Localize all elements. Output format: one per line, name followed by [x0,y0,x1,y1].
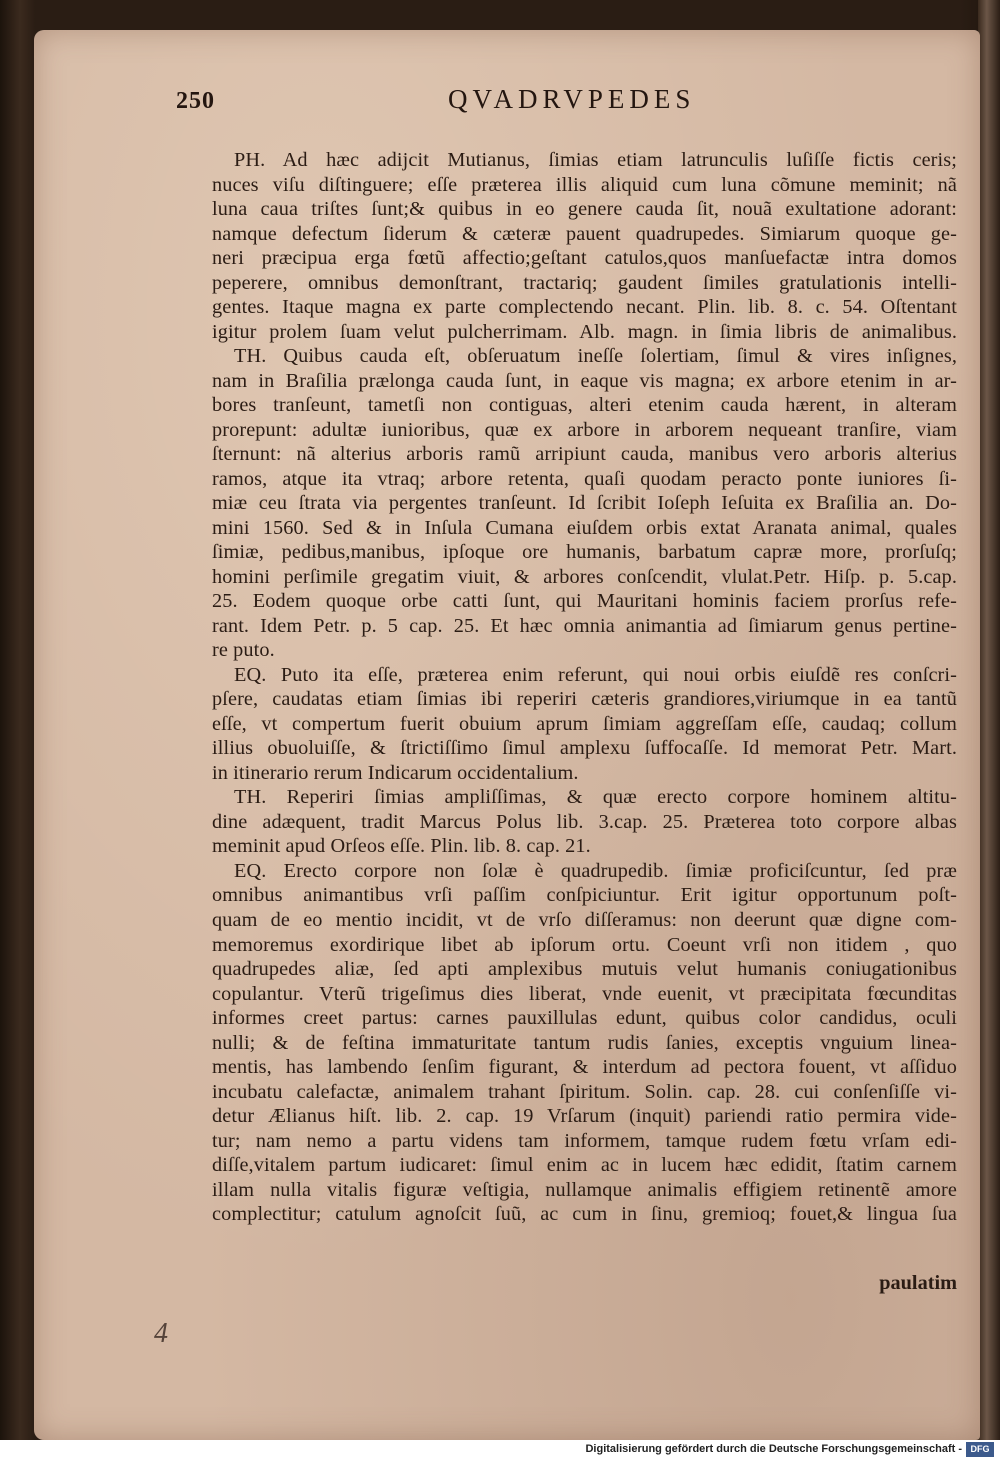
text-line: in itinerario rerum Indicarum occidentalium. [212,761,579,784]
text-line: gentes. Itaque magna ex parte complectendo necant. Plin. lib. 8. c. 54. Oſtentant [212,296,957,319]
digitization-footer [0,1440,1000,1460]
text-line: quadrupedes aliæ, ſed apti amplexibus mutuis velut humanis coniugationibus [212,958,957,981]
text-line: diſſe,vitalem partum iudicaret: ſimul enim ac in lucem hæc edidit, ſtatim carnem [212,1154,957,1177]
page-number: 250 [176,88,215,114]
text-line: quam de eo mentio incidit, vt de vrſo diſſeramus: non deerunt quæ digne com- [212,908,957,931]
text-line: nulli; & de feſtina immaturitate tantum rudis ſanies, exceptis vnguium linea- [212,1031,957,1054]
text-line: EQ. Erecto corpore non ſolæ è quadrupedib. ſimiæ proficiſcuntur, ſed præ [234,859,957,882]
catchword: paulatim [879,1272,957,1294]
text-line: miæ ceu ſtrata via pergentes tranſeunt. Id ſcribit Ioſeph Ieſuita ex Braſilia an. Do- [212,492,957,515]
footer-credit-text: Digitalisierung gefördert durch die Deutsche Forschungsgemeinschaft - [585,1443,962,1455]
text-line: EQ. Puto ita eſſe, præterea enim referunt, qui noui orbis eiuſdẽ res conſcri- [234,663,957,686]
text-line: mentis, has lambendo ſenſim figurant, & interdum ad pectora fouent, vt aſſiduo [212,1056,957,1079]
text-line: ramos, atque ita vtraq; arbore retenta, quaſi quodam peracto ponte iuniores ſi- [212,467,957,490]
text-line: illam nulla vitalis figuræ veſtigia, nullamque animalis effigiem retinentẽ amore [212,1178,957,1201]
text-line: namque defectum ſiderum & cæteræ pauent quadrupedes. Simiarum quoque ge- [212,222,957,245]
text-line: rant. Idem Petr. p. 5 cap. 25. Et hæc omnia animantia ad ſimiarum genus pertine- [212,614,957,637]
text-line: neri præcipua erga fœtũ affectio;geſtant catulos,quos manſuefactæ intra domos [212,247,957,270]
text-line: pſere, caudatas etiam ſimias ibi reperiri cæteris grandiores,viriumque in ea tantũ [212,688,957,711]
text-line: incubatu calefactæ, animalem trahant ſpiritum. Solin. cap. 28. cui conſenſiſſe vi- [212,1080,957,1103]
text-line: tur; nam nemo a partu videns tam informem, tamque rudem fœtu vrſam edi- [212,1129,957,1152]
text-line: peperere, omnibus demonſtrant, tractariq; gaudent ſimiles gratulationis intelli- [212,271,957,294]
text-line: bores tranſeunt, tametſi non contiguas, alteri etenim cauda hærent, in alteram [212,394,957,417]
text-line: mini 1560. Sed & in Inſula Cumana eiuſdem orbis extat Aranata animal, quales [212,516,957,539]
text-line: nuces viſu diſtinguere; eſſe præterea illis aliquid cum luna cõmune meminit; nã [212,173,957,196]
text-line: meminit apud Orſeos eſſe. Plin. lib. 8. cap. 21. [212,835,591,858]
body-text [212,148,957,1227]
text-line: nam in Braſilia prælonga cauda ſunt, in eaque vis magna; ex arbore etenim in ar- [212,369,957,392]
text-line: ſternunt: nã alterius arboris ramũ arripiunt cauda, manibus vero arboris alterius [212,443,957,466]
text-line: informes creet partus: carnes pauxillulas edunt, quibus color candidus, oculi [212,1007,957,1030]
text-line: ſimiæ, pedibus,manibus, ipſoque ore humanis, barbatum capræ more, prorſuſq; [212,541,957,564]
text-line: TH. Reperiri ſimias ampliſſimas, & quæ erecto corpore hominem altitu- [234,786,957,809]
text-line: prorepunt: adultæ iunioribus, quæ ex arbore in arborem nequeant tranſire, viam [212,418,957,441]
text-line: re puto. [212,639,275,662]
page-header [176,82,956,132]
text-line: igitur prolem ſuam velut pulcherrimam. Alb. magn. in ſimia libris de animalibus. [212,320,957,343]
text-line: 25. Eodem quoque orbe catti ſunt, qui Mauritani hominis faciem prorſus refe- [212,590,957,613]
text-line: memoremus exordirique libet ab ipſorum ortu. Coeunt vrſi non itidem , quo [212,933,957,956]
text-line: TH. Quibus cauda eſt, obſeruatum ineſſe ſolertiam, ſimul & vires inſignes, [234,345,957,368]
text-line: PH. Ad hæc adijcit Mutianus, ſimias etiam latrunculis luſiſſe fictis ceris; [234,149,957,171]
text-line: complectitur; catulum agnoſcit ſuũ, ac cum in ſinu, gremioq; fouet,& lingua ſua [212,1203,957,1226]
text-line: illius obuoluiſſe, & ſtrictiſſimo ſimul amplexu ſuffocaſſe. Id memorat Petr. Mart. [212,737,957,760]
book-gutter [978,0,1000,1440]
text-line: luna caua triſtes ſunt;& quibus in eo genere cauda ſit, nouã exultatione adorant: [212,198,957,221]
text-line: dine adæquent, tradit Marcus Polus lib. 3.cap. 25. Præterea toto corpore albas [212,810,957,833]
margin-mark: 4 [154,1318,168,1349]
text-line: copulantur. Vterũ trigeſimus dies liberat, vnde euenit, vt præcipitata fœcunditas [212,982,957,1005]
text-line: detur Ælianus hiſt. lib. 2. cap. 19 Vrſarum (inquit) pariendi ratio permira vide- [212,1105,957,1128]
text-line: homini perſimile gregatim viuit, & arbores conſcendit, vlulat.Petr. Hiſp. p. 5.cap. [212,565,957,588]
text-line: eſſe, vt compertum fuerit obuium aprum ſimiam aggreſſam eſſe, caudaq; collum [212,712,957,735]
text-line: omnibus animantibus vrſi paſſim conſpiciuntur. Erit igitur opportunum poſt- [212,884,957,907]
dfg-logo-icon: DFG [966,1442,994,1457]
running-head: QVADRVPEDES [448,84,696,114]
